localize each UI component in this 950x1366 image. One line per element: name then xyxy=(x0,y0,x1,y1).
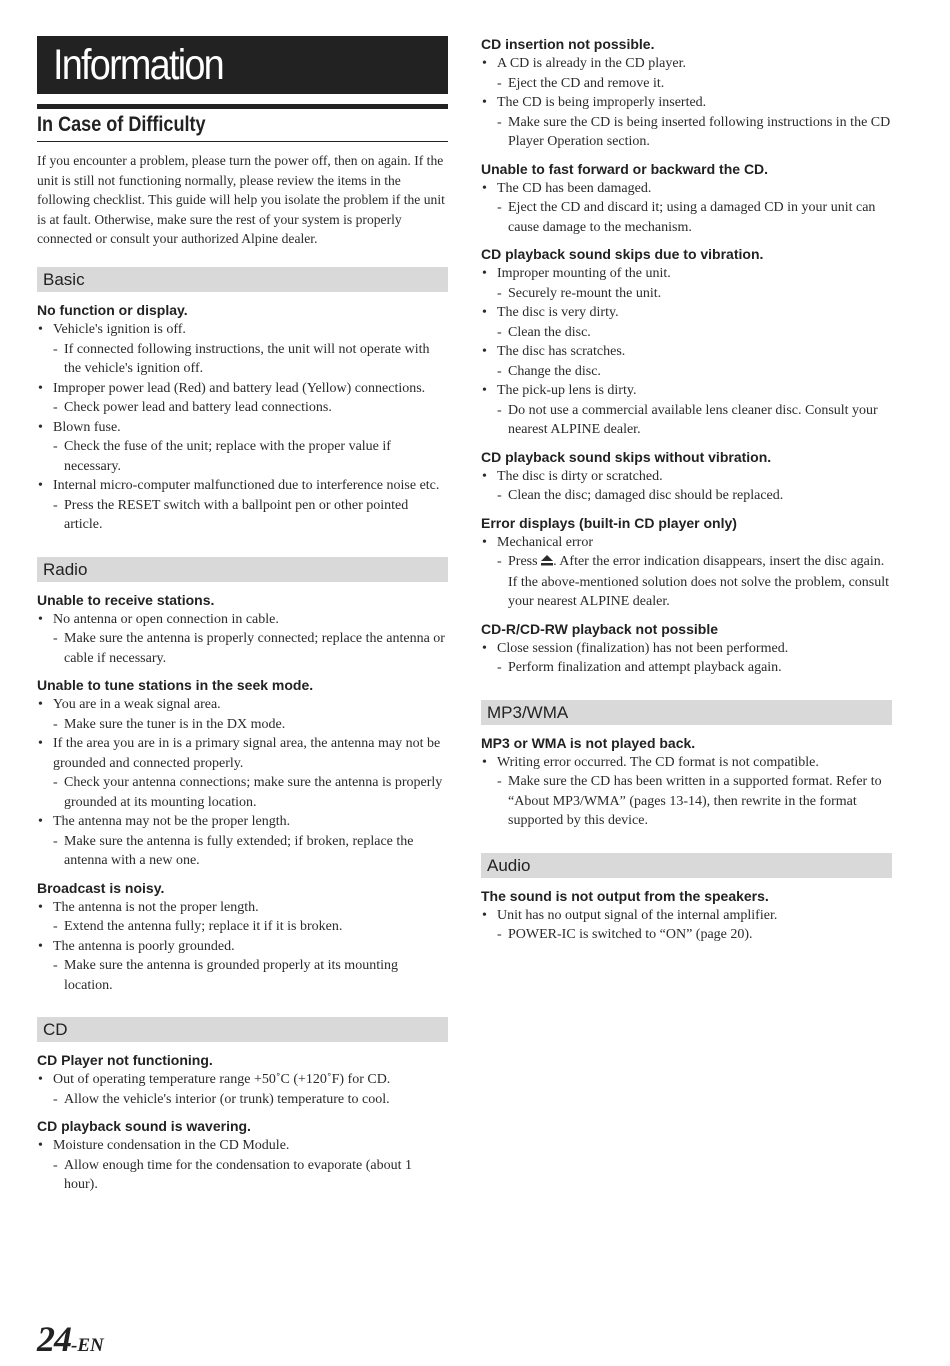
fix-item: - Change the disc. xyxy=(481,362,892,382)
cause-item: • The antenna is not the proper length. xyxy=(37,898,448,918)
section-bar-basic: Basic xyxy=(37,267,448,292)
cause-item: • The disc has scratches. xyxy=(481,342,892,362)
fix-item: - Make sure the antenna is grounded properly at its mounting location. xyxy=(37,956,448,995)
fix-item: - Make sure the antenna is properly connected; replace the antenna or cable if necessary. xyxy=(37,629,448,668)
problem-title: CD playback sound skips without vibration. xyxy=(481,448,772,465)
fix-text-pre: Press xyxy=(508,554,542,569)
fix-item: - Press the RESET switch with a ballpoint pen or other pointed article. xyxy=(37,496,448,535)
section-bar-radio: Radio xyxy=(37,557,448,582)
fix-item: - Clean the disc; damaged disc should be replaced. xyxy=(481,486,892,506)
section-heading-text: In Case of Difficulty xyxy=(37,113,206,136)
problem-title: MP3 or WMA is not played back. xyxy=(481,734,696,751)
fix-item: - Allow the vehicle's interior (or trunk) temperature to cool. xyxy=(37,1090,448,1110)
page-title-banner xyxy=(37,36,448,94)
fix-item: - Check your antenna connections; make sure the antenna is properly grounded at its mounting location. xyxy=(37,773,448,812)
fix-item: - Allow enough time for the condensation to evaporate (about 1 hour). xyxy=(37,1156,448,1195)
fix-item: - POWER-IC is switched to “ON” (page 20). xyxy=(481,925,892,945)
problem-title: Broadcast is noisy. xyxy=(37,879,165,896)
problem-title: CD insertion not possible. xyxy=(481,36,655,52)
fix-item: - Clean the disc. xyxy=(481,323,892,343)
eject-icon xyxy=(541,553,553,573)
page-number xyxy=(37,1318,104,1360)
intro-paragraph: If you encounter a problem, please turn the power off, then on again. If the unit is still not functioning normally, please review the items in the following checklist. This guide will help you isolate the problem if the unit is at fault. Otherwise, make sure the rest of your system is properly connected or consult your authorized Alpine dealer. xyxy=(37,153,445,246)
problem-title: Error displays (built-in CD player only) xyxy=(481,514,737,531)
cause-item: • Close session (finalization) has not been performed. xyxy=(481,639,892,659)
page-number-value: 24 xyxy=(37,1319,71,1359)
problem-title: CD Player not functioning. xyxy=(37,1052,213,1068)
section-heading xyxy=(37,104,448,142)
problem-title: No function or display. xyxy=(37,302,188,318)
fix-item: - Extend the antenna fully; replace it if it is broken. xyxy=(37,917,448,937)
fix-item: - Check the fuse of the unit; replace with the proper value if necessary. xyxy=(37,437,448,476)
cause-item: • The antenna may not be the proper length. xyxy=(37,812,448,832)
section-bar-audio: Audio xyxy=(481,853,892,878)
fix-item: - Perform finalization and attempt playback again. xyxy=(481,658,892,678)
fix-item: - Eject the CD and remove it. xyxy=(481,74,892,94)
cause-item: • Writing error occurred. The CD format is not compatible. xyxy=(481,753,892,773)
cause-item: • A CD is already in the CD player. xyxy=(481,54,892,74)
fix-item: - Make sure the CD has been written in a supported format. Refer to “About MP3/WMA” (pages 13-14), then rewrite in the format supported by this device. xyxy=(481,772,892,831)
fix-item: - Eject the CD and discard it; using a damaged CD in your unit can cause damage to the mechanism. xyxy=(481,198,892,237)
cause-item: • You are in a weak signal area. xyxy=(37,695,448,715)
problem-title: CD playback sound is wavering. xyxy=(37,1118,251,1134)
section-bar-mp3-wma: MP3/WMA xyxy=(481,700,892,725)
page-number-suffix: -EN xyxy=(71,1335,104,1356)
cause-item: • The antenna is poorly grounded. xyxy=(37,937,448,957)
fix-item: - If connected following instructions, the unit will not operate with the vehicle's ignition off. xyxy=(37,340,448,379)
fix-item: - Securely re-mount the unit. xyxy=(481,284,892,304)
problem-title: The sound is not output from the speakers. xyxy=(481,887,769,904)
cause-item: • Vehicle's ignition is off. xyxy=(37,320,448,340)
cause-item: • Blown fuse. xyxy=(37,418,448,438)
problem-title: Unable to fast forward or backward the CD. xyxy=(481,160,769,177)
fix-item: - Check power lead and battery lead connections. xyxy=(37,398,448,418)
fix-item xyxy=(481,552,892,612)
fix-item: - Make sure the tuner is in the DX mode. xyxy=(37,715,448,735)
cause-item: • Improper power lead (Red) and battery lead (Yellow) connections. xyxy=(37,379,448,399)
section-bar-cd: CD xyxy=(37,1017,448,1042)
cause-item: • Mechanical error xyxy=(481,533,892,553)
problem-title: Unable to tune stations in the seek mode. xyxy=(37,677,314,693)
cause-item: • Out of operating temperature range +50˚C (+120˚F) for CD. xyxy=(37,1070,448,1090)
problem-title: Unable to receive stations. xyxy=(37,591,215,608)
cause-item: • No antenna or open connection in cable. xyxy=(37,610,448,630)
cause-item: • The CD has been damaged. xyxy=(481,179,892,199)
cause-item: • The disc is dirty or scratched. xyxy=(481,467,892,487)
fix-item: - Make sure the CD is being inserted following instructions in the CD Player Operation section. xyxy=(481,113,892,152)
fix-text-post: . After the error indication disappears, insert the disc again. If the above-mentioned solution does not solve the problem, consult your nearest ALPINE dealer. xyxy=(508,554,890,609)
cause-item: • The CD is being improperly inserted. xyxy=(481,93,892,113)
cause-item: • The pick-up lens is dirty. xyxy=(481,381,892,401)
problem-title: CD-R/CD-RW playback not possible xyxy=(481,620,718,637)
left-column xyxy=(37,267,448,1195)
cause-item: • Unit has no output signal of the internal amplifier. xyxy=(481,906,892,926)
cause-item: • The disc is very dirty. xyxy=(481,303,892,323)
problem-title: CD playback sound skips due to vibration. xyxy=(481,246,764,262)
page-title: Information xyxy=(53,41,223,89)
cause-item: • Internal micro-computer malfunctioned due to interference noise etc. xyxy=(37,476,448,496)
cause-item: • If the area you are in is a primary signal area, the antenna may not be grounded and connected properly. xyxy=(37,734,448,773)
cause-item: • Improper mounting of the unit. xyxy=(481,264,892,284)
fix-item: - Do not use a commercial available lens cleaner disc. Consult your nearest ALPINE dealer. xyxy=(481,401,892,440)
right-column xyxy=(481,35,892,945)
cause-item: • Moisture condensation in the CD Module. xyxy=(37,1136,448,1156)
fix-item: - Make sure the antenna is fully extended; if broken, replace the antenna with a new one. xyxy=(37,832,448,871)
